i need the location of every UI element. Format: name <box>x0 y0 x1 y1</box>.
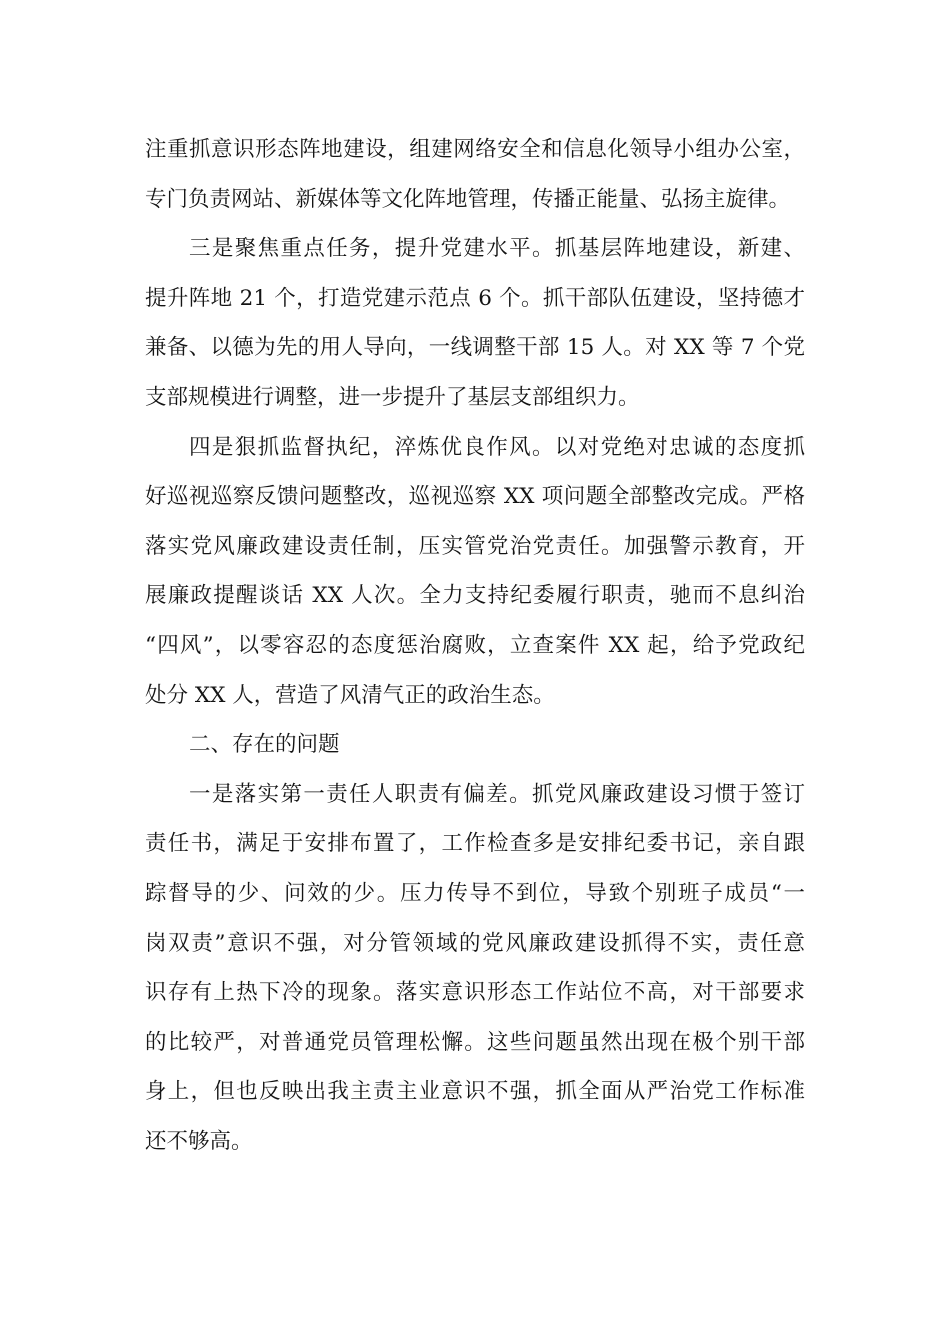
text-line: 身上，但也反映出我主责主业意识不强，抓全面从严治党工作标准 <box>145 1079 805 1105</box>
text-line: 专门负责网站、新媒体等文化阵地管理，传播正能量、弘扬主旋律。 <box>145 186 791 212</box>
text-line: 三是聚焦重点任务，提升党建水平。抓基层阵地建设，新建、 <box>189 236 805 262</box>
body-text <box>145 125 805 1166</box>
text-line: 注重抓意识形态阵地建设，组建网络安全和信息化领导小组办公室， <box>145 137 805 162</box>
text-line: 一是落实第一责任人职责有偏差。抓党风廉政建设习惯于签订 <box>189 781 805 807</box>
text-line: 支部规模进行调整，进一步提升了基层支部组织力。 <box>145 384 640 410</box>
text-line: 提升阵地 21 个，打造党建示范点 6 个。抓干部队伍建设，坚持德才 <box>145 285 805 311</box>
text-line: 好巡视巡察反馈问题整改，巡视巡察 XX 项问题全部整改完成。严格 <box>145 484 805 510</box>
text-line: 兼备、以德为先的用人导向，一线调整干部 15 人。对 XX 等 7 个党 <box>145 335 805 361</box>
paragraph-point-four <box>145 423 805 721</box>
text-line: 落实党风廉政建设责任制，压实管党治党责任。加强警示教育，开 <box>145 533 805 559</box>
paragraph-continuation <box>145 125 805 224</box>
text-line: 的比较严，对普通党员管理松懈。这些问题虽然出现在极个别干部 <box>145 1029 805 1055</box>
text-line: 识存有上热下冷的现象。落实意识形态工作站位不高，对干部要求 <box>145 980 805 1006</box>
section-heading <box>145 720 805 770</box>
heading-text: 二、存在的问题 <box>189 732 340 758</box>
text-line: 责任书，满足于安排布置了，工作检查多是安排纪委书记，亲自跟 <box>145 831 805 857</box>
text-line: 处分 XX 人，营造了风清气正的政治生态。 <box>145 682 555 708</box>
text-line: 展廉政提醒谈话 XX 人次。全力支持纪委履行职责，驰而不息纠治 <box>145 583 805 609</box>
text-line: “四风”，以零容忍的态度惩治腐败，立查案件 XX 起，给予党政纪 <box>145 632 805 658</box>
paragraph-issue-one <box>145 770 805 1167</box>
text-line: 还不够高。 <box>145 1128 253 1154</box>
paragraph-point-three <box>145 224 805 422</box>
text-line: 岗双责”意识不强，对分管领域的党风廉政建设抓得不实，责任意 <box>145 930 805 956</box>
text-line: 四是狠抓监督执纪，淬炼优良作风。以对党绝对忠诚的态度抓 <box>189 434 805 460</box>
text-line: 踪督导的少、问效的少。压力传导不到位，导致个别班子成员“一 <box>145 880 805 906</box>
